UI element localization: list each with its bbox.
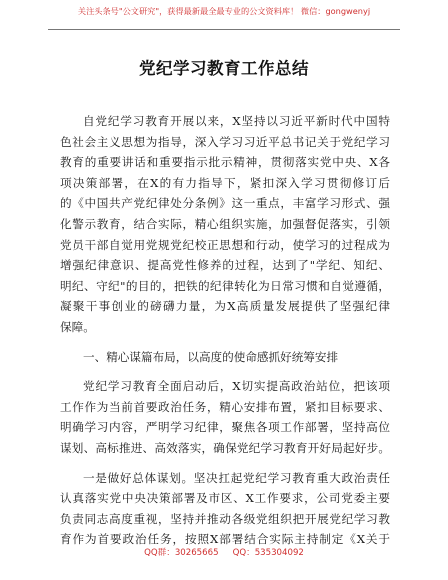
body-line: 明纪、守纪"的目的，把铁的纪律转化为日常习惯和自觉遵循，: [60, 278, 390, 293]
body-line: 自党纪学习教育开展以来，X坚持以习近平新时代中国特: [83, 114, 390, 128]
body-line: 教育的重要讲话和重要指示批示精神，贯彻落实党中央、X各: [60, 155, 390, 170]
body-line: 凝聚干事创业的磅礴力量，为X高质量发展提供了坚强纪律: [60, 299, 390, 314]
document-title: 党纪学习教育工作总结: [139, 59, 309, 78]
document-body: [60, 111, 390, 550]
body-line: 的《中国共产党纪律处分条例》这一重点，丰富学习形式、强: [60, 196, 390, 211]
qq-group-number: 30265665: [174, 548, 219, 558]
qq-number: 535304092: [254, 548, 304, 558]
body-line: 化警示教育，结合实际，精心组织实施，加强督促落实，引领: [60, 216, 390, 231]
body-line: 工作作为当前首要政治任务，精心安排布置，紧扣目标要求、: [60, 399, 390, 414]
body-line: 党纪学习教育全面启动后，X切实提高政治站位，把该项: [83, 379, 390, 394]
section-heading: 一、精心谋篇布局，以高度的使命感抓好统筹安排: [83, 349, 339, 364]
body-line: 保障。: [60, 319, 95, 334]
body-line: 育作为首要政治任务，按照X部署结合实际主持制定《X关于: [60, 532, 390, 547]
body-line: 色社会主义思想为指导，深入学习习近平总书记关于党纪学习: [60, 134, 390, 149]
body-line: 增强纪律意识、提高党性修养的过程，达到了"学纪、知纪、: [60, 258, 390, 273]
body-line: 党员干部自觉用党规党纪校正思想和行动，使学习的过程成为: [60, 237, 390, 252]
footer-contact: [0, 546, 448, 558]
qq-label: QQ：: [232, 548, 255, 558]
body-line: 项决策部署，在X的有力指导下，紧扣深入学习贯彻修订后: [60, 175, 390, 190]
body-line: 认真落实党中央决策部署及市区、X工作要求，公司党委主要: [60, 491, 390, 506]
header-banner: 关注头条号"公文研究"，获得最新最全最专业的公文资料库！ 微信：gongwenyj: [77, 6, 371, 16]
body-line: 负责同志高度重视，坚持并推动各级党组织把开展党纪学习教: [60, 511, 390, 526]
body-line: 一是做好总体谋划。坚决扛起党纪学习教育重大政治责任: [83, 470, 390, 485]
qq-group-label: QQ群：: [144, 548, 175, 558]
body-line: 谋划、高标推进、高效落实，确保党纪学习教育开好局起好步。: [60, 440, 390, 455]
header-divider: [48, 29, 400, 30]
body-line: 明确学习内容，严明学习纪律，聚焦各项工作部署，坚持高位: [60, 420, 390, 435]
